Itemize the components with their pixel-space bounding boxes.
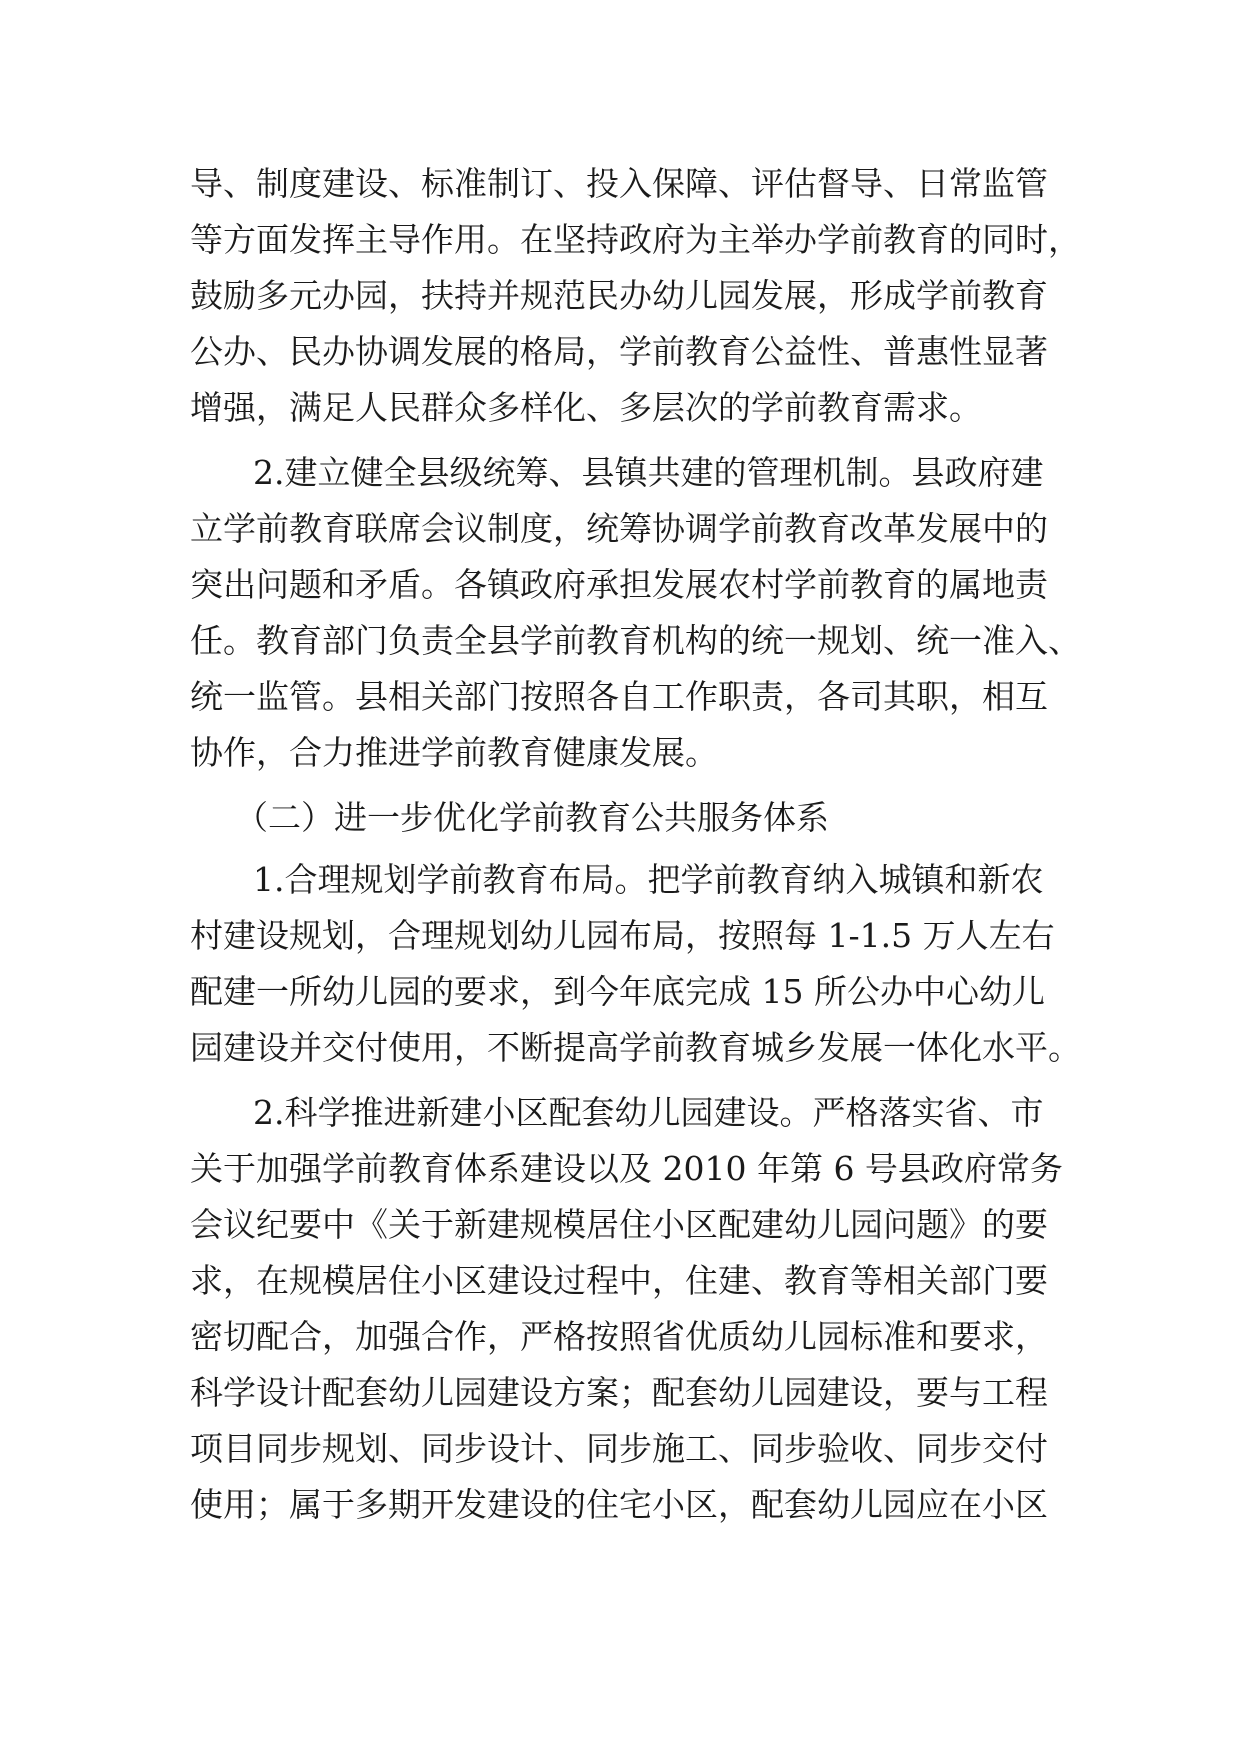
section-heading-line [0, 790, 1241, 846]
text-line-15 [0, 964, 1241, 1020]
text-line-20 [0, 1253, 1241, 1309]
text-line-3 [0, 268, 1241, 324]
text-line-13 [0, 852, 1241, 908]
line-11-text: 协作，合力推进学前教育健康发展。 [190, 733, 718, 772]
line-3-text: 鼓励多元办园，扶持并规范民办幼儿园发展，形成学前教育 [190, 276, 1048, 315]
text-line-17 [0, 1085, 1241, 1141]
line-19-text: 会议纪要中《关于新建规模居住小区配建幼儿园问题》的要 [190, 1205, 1048, 1244]
text-line-24 [0, 1477, 1241, 1533]
line-10-text: 统一监管。县相关部门按照各自工作职责，各司其职，相互 [190, 677, 1048, 716]
text-line-4 [0, 324, 1241, 380]
line-24-text: 使用；属于多期开发建设的住宅小区，配套幼儿园应在小区 [190, 1485, 1048, 1524]
section-heading: （二）进一步优化学前教育公共服务体系 [235, 798, 829, 837]
line-9-text: 任。教育部门负责全县学前教育机构的统一规划、统一准入、 [190, 621, 1081, 660]
line-1-text: 导、制度建设、标准制订、投入保障、评估督导、日常监管 [190, 164, 1048, 203]
line-21-text: 密切配合，加强合作，严格按照省优质幼儿园标准和要求， [190, 1317, 1048, 1356]
text-line-19 [0, 1197, 1241, 1253]
line-7-text: 立学前教育联席会议制度，统筹协调学前教育改革发展中的 [190, 509, 1048, 548]
text-line-22 [0, 1365, 1241, 1421]
text-line-7 [0, 501, 1241, 557]
line-20-text: 求，在规模居住小区建设过程中，住建、教育等相关部门要 [190, 1261, 1048, 1300]
text-line-21 [0, 1309, 1241, 1365]
text-line-2 [0, 212, 1241, 268]
text-line-18 [0, 1141, 1241, 1197]
line-6-text: 2.建立健全县级统筹、县镇共建的管理机制。县政府建 [253, 453, 1044, 492]
line-22-text: 科学设计配套幼儿园建设方案；配套幼儿园建设，要与工程 [190, 1373, 1048, 1412]
line-2-text: 等方面发挥主导作用。在坚持政府为主举办学前教育的同时， [190, 220, 1081, 259]
text-line-16 [0, 1020, 1241, 1076]
line-4-text: 公办、民办协调发展的格局，学前教育公益性、普惠性显著 [190, 332, 1048, 371]
text-line-1 [0, 156, 1241, 212]
line-18-text: 关于加强学前教育体系建设以及 2010 年第 6 号县政府常务 [190, 1149, 1063, 1188]
text-line-10 [0, 669, 1241, 725]
text-line-5 [0, 380, 1241, 436]
text-line-23 [0, 1421, 1241, 1477]
text-line-11 [0, 725, 1241, 781]
text-line-8 [0, 557, 1241, 613]
text-line-9 [0, 613, 1241, 669]
line-5-text: 增强，满足人民群众多样化、多层次的学前教育需求。 [190, 388, 982, 427]
line-15-text: 配建一所幼儿园的要求，到今年底完成 15 所公办中心幼儿 [190, 972, 1045, 1011]
line-16-text: 园建设并交付使用，不断提高学前教育城乡发展一体化水平。 [190, 1028, 1081, 1067]
line-17-text: 2.科学推进新建小区配套幼儿园建设。严格落实省、市 [253, 1093, 1044, 1132]
text-line-14 [0, 908, 1241, 964]
line-14-text: 村建设规划，合理规划幼儿园布局，按照每 1-1.5 万人左右 [190, 916, 1055, 955]
line-13-text: 1.合理规划学前教育布局。把学前教育纳入城镇和新农 [253, 860, 1044, 899]
line-8-text: 突出问题和矛盾。各镇政府承担发展农村学前教育的属地责 [190, 565, 1048, 604]
text-line-6 [0, 445, 1241, 501]
line-23-text: 项目同步规划、同步设计、同步施工、同步验收、同步交付 [190, 1429, 1048, 1468]
